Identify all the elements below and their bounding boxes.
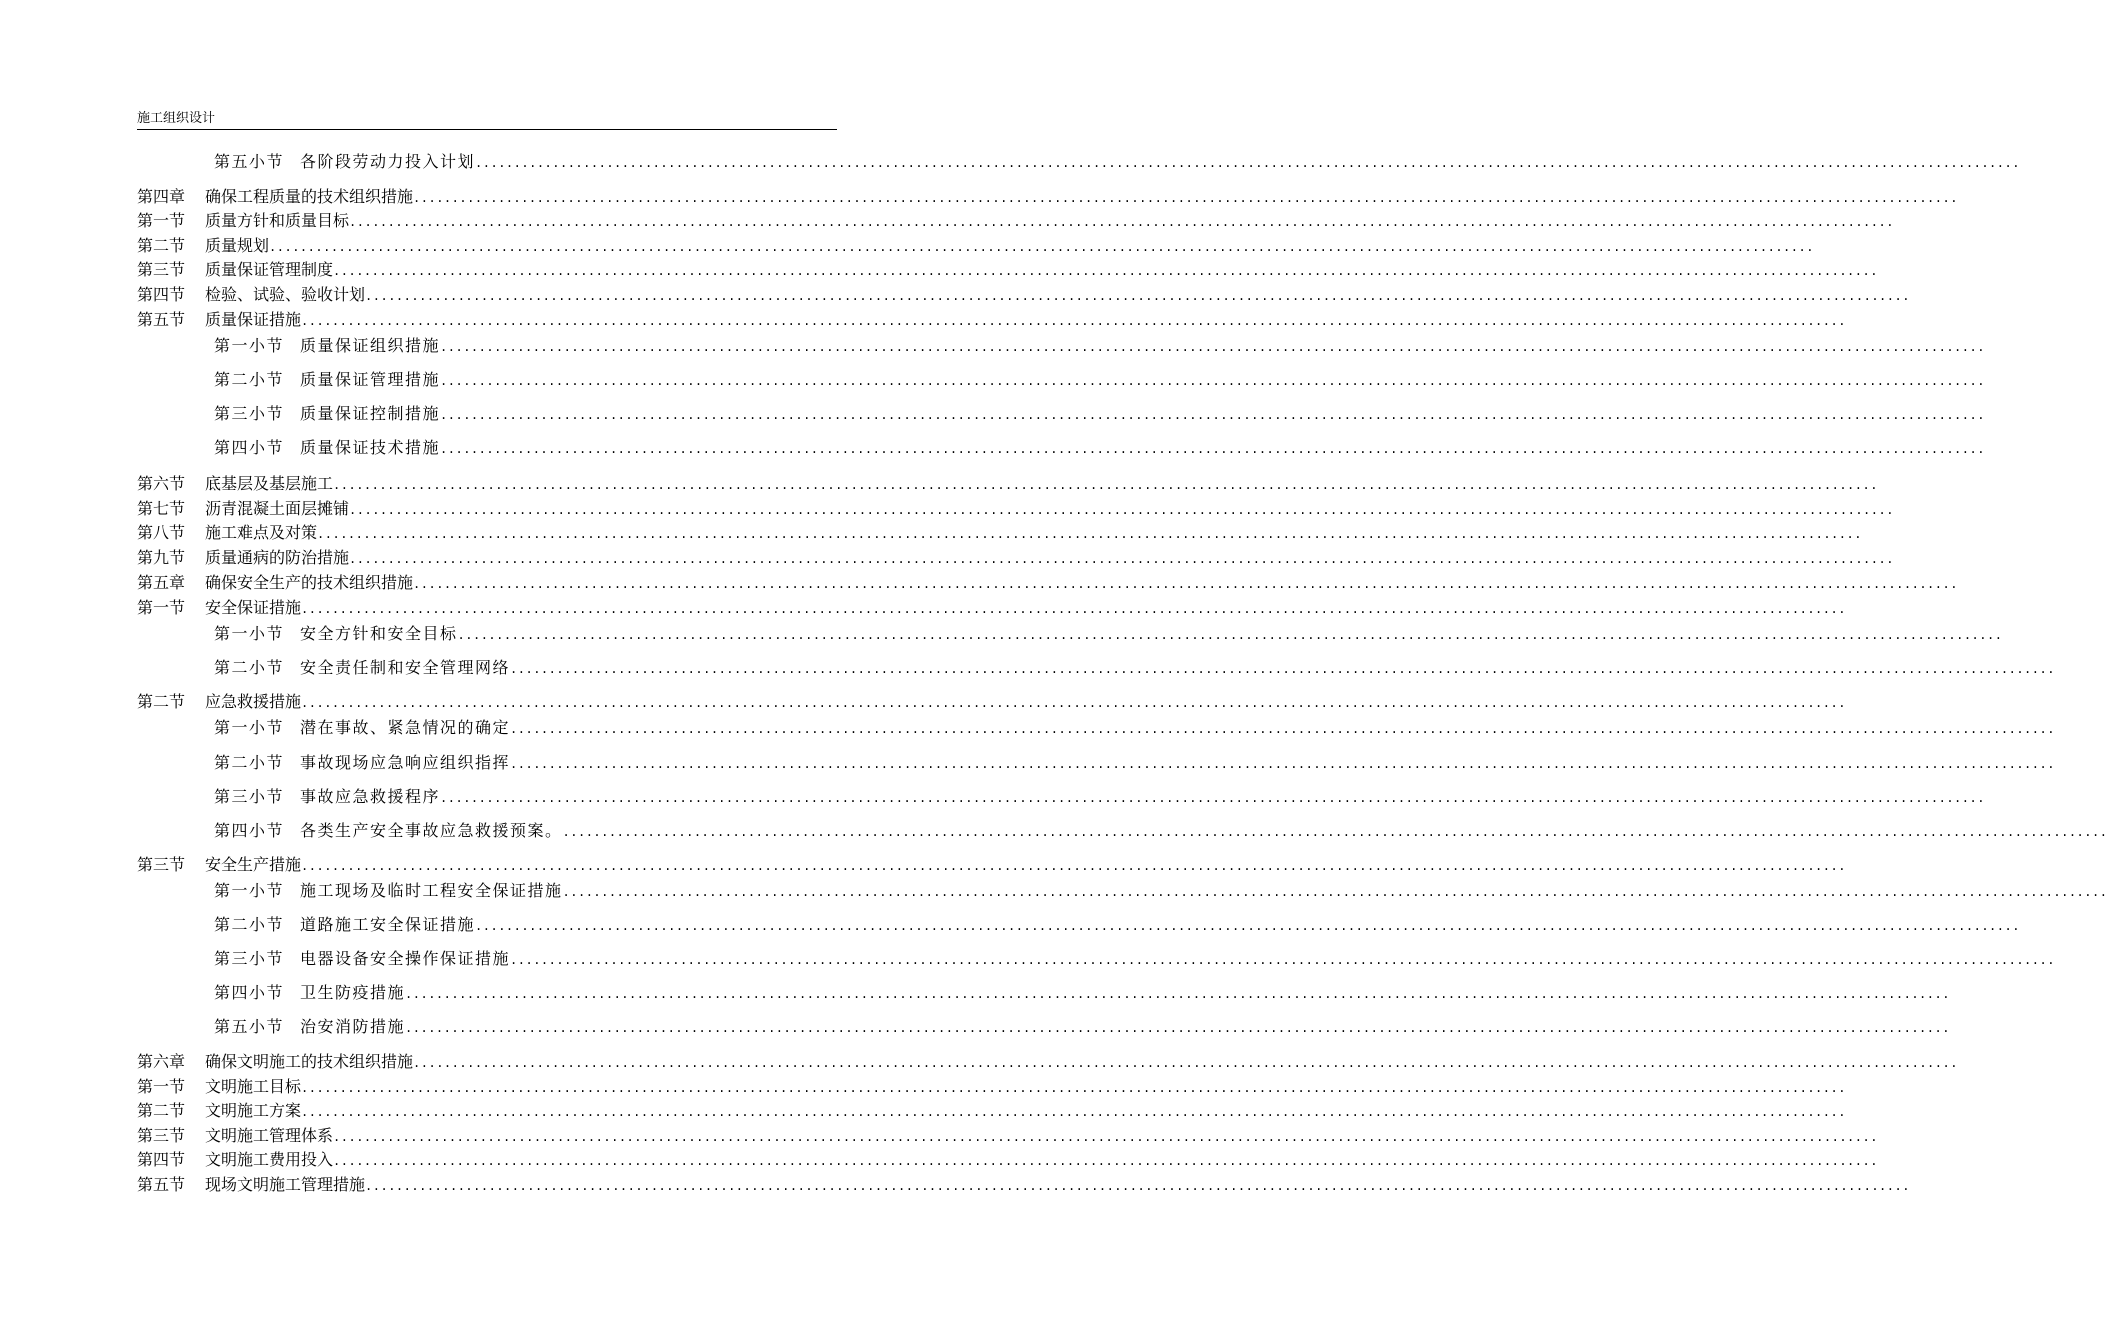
toc-entry-number: 第四章 <box>137 187 186 206</box>
toc-subentry[interactable] <box>214 881 2107 901</box>
toc-subentry[interactable] <box>214 753 2055 773</box>
toc-dot-leader: ........................................................................................................................................................................................................ <box>365 1179 1910 1193</box>
toc-dot-leader: ........................................................................................................................................................................................................ <box>317 527 1862 541</box>
toc-entry-number: 第七节 <box>137 499 186 518</box>
toc-entry-title: 质量规划 <box>205 236 270 255</box>
toc-subentry[interactable] <box>214 821 2107 841</box>
toc-entry-title: 质量保证技术措施 <box>300 438 441 457</box>
toc-entry[interactable] <box>137 285 1910 305</box>
toc-entry[interactable] <box>137 1101 1846 1121</box>
toc-entry-number: 第五小节 <box>214 1017 285 1036</box>
toc-entry-number: 第二节 <box>137 236 186 255</box>
toc-dot-leader: ........................................................................................................................................................................................................ <box>301 859 1846 873</box>
toc-entry-title: 检验、试验、验收计划 <box>205 285 366 304</box>
toc-entry-title: 文明施工目标 <box>205 1077 302 1096</box>
toc-dot-leader: ........................................................................................................................................................................................................ <box>333 264 1878 278</box>
toc-entry-title: 安全责任制和安全管理网络 <box>300 658 511 677</box>
toc-entry-number: 第四小节 <box>214 438 285 457</box>
toc-entry-title: 确保文明施工的技术组织措施 <box>205 1052 414 1071</box>
toc-entry-number: 第三小节 <box>214 404 285 423</box>
toc-entry-number: 第三节 <box>137 855 186 874</box>
toc-subentry[interactable] <box>214 370 1985 390</box>
toc-entry-title: 安全方针和安全目标 <box>300 624 458 643</box>
toc-entry[interactable] <box>137 236 1814 256</box>
toc-dot-leader: ........................................................................................................................................................................................................ <box>510 757 2055 771</box>
toc-subentry[interactable] <box>214 1017 1950 1037</box>
toc-entry-number: 第三节 <box>137 1126 186 1145</box>
toc-entry-number: 第二小节 <box>214 658 285 677</box>
toc-entry-title: 文明施工方案 <box>205 1101 302 1120</box>
toc-entry-number: 第三小节 <box>214 787 285 806</box>
toc-entry-number: 第五节 <box>137 310 186 329</box>
header-title: 施工组织设计 <box>137 111 216 126</box>
toc-entry-number: 第一小节 <box>214 624 285 643</box>
toc-dot-leader: ........................................................................................................................................................................................................ <box>333 478 1878 492</box>
toc-entry-title: 确保工程质量的技术组织措施 <box>205 187 414 206</box>
toc-dot-leader: ........................................................................................................................................................................................................ <box>301 314 1846 328</box>
toc-entry-title: 底基层及基层施工 <box>205 474 334 493</box>
toc-dot-leader: ........................................................................................................................................................................................................ <box>510 722 2055 736</box>
toc-entry-title: 安全保证措施 <box>205 598 302 617</box>
toc-subentry[interactable] <box>214 983 1950 1003</box>
toc-entry-number: 第二小节 <box>214 370 285 389</box>
toc-entry[interactable] <box>137 474 1878 494</box>
toc-dot-leader: ........................................................................................................................................................................................................ <box>349 215 1894 229</box>
toc-entry-title: 潜在事故、紧急情况的确定 <box>300 718 511 737</box>
toc-entry-number: 第一小节 <box>214 881 285 900</box>
toc-entry-title: 质量保证措施 <box>205 310 302 329</box>
toc-entry-title: 质量保证控制措施 <box>300 404 441 423</box>
toc-entry[interactable] <box>137 1052 1958 1072</box>
toc-entry-number: 第六节 <box>137 474 186 493</box>
toc-entry-number: 第五节 <box>137 1175 186 1194</box>
toc-entry-number: 第三小节 <box>214 949 285 968</box>
toc-dot-leader: ........................................................................................................................................................................................................ <box>440 374 1985 388</box>
toc-dot-leader: ........................................................................................................................................................................................................ <box>413 577 1958 591</box>
toc-subentry[interactable] <box>214 915 2020 935</box>
toc-entry-number: 第一小节 <box>214 718 285 737</box>
toc-dot-leader: ........................................................................................................................................................................................................ <box>440 791 1985 805</box>
toc-dot-leader: ........................................................................................................................................................................................................ <box>440 408 1985 422</box>
toc-dot-leader: ........................................................................................................................................................................................................ <box>349 503 1894 517</box>
toc-entry-title: 质量保证管理措施 <box>300 370 441 389</box>
toc-entry-number: 第一节 <box>137 1077 186 1096</box>
toc-entry-number: 第四节 <box>137 285 186 304</box>
toc-dot-leader: ........................................................................................................................................................................................................ <box>413 1056 1958 1070</box>
toc-dot-leader: ........................................................................................................................................................................................................ <box>510 953 2055 967</box>
toc-dot-leader: ........................................................................................................................................................................................................ <box>333 1154 1878 1168</box>
toc-entry-title: 施工现场及临时工程安全保证措施 <box>300 881 563 900</box>
toc-subentry[interactable] <box>214 438 1985 458</box>
toc-entry-title: 电器设备安全操作保证措施 <box>300 949 511 968</box>
toc-entry-title: 道路施工安全保证措施 <box>300 915 476 934</box>
toc-dot-leader: ........................................................................................................................................................................................................ <box>475 919 2020 933</box>
toc-entry-title: 各阶段劳动力投入计划 <box>300 152 476 171</box>
toc-dot-leader: ........................................................................................................................................................................................................ <box>440 442 1985 456</box>
toc-dot-leader: ........................................................................................................................................................................................................ <box>413 191 1958 205</box>
toc-dot-leader: ........................................................................................................................................................................................................ <box>440 340 1985 354</box>
toc-entry[interactable] <box>137 573 1958 593</box>
toc-dot-leader: ........................................................................................................................................................................................................ <box>562 885 2107 899</box>
toc-dot-leader: ........................................................................................................................................................................................................ <box>405 1021 1950 1035</box>
toc-entry-number: 第五章 <box>137 573 186 592</box>
toc-entry-number: 第二节 <box>137 1101 186 1120</box>
toc-entry-title: 事故现场应急响应组织指挥 <box>300 753 511 772</box>
toc-entry-number: 第三节 <box>137 260 186 279</box>
toc-dot-leader: ........................................................................................................................................................................................................ <box>365 289 1910 303</box>
toc-entry-title: 质量保证管理制度 <box>205 260 334 279</box>
toc-entry[interactable] <box>137 692 1846 712</box>
toc-entry-title: 确保安全生产的技术组织措施 <box>205 573 414 592</box>
toc-entry-title: 质量通病的防治措施 <box>205 548 350 567</box>
toc-entry-number: 第一节 <box>137 598 186 617</box>
toc-subentry[interactable] <box>214 949 2055 969</box>
toc-dot-leader: ........................................................................................................................................................................................................ <box>475 156 2020 170</box>
toc-entry-title: 现场文明施工管理措施 <box>205 1175 366 1194</box>
toc-entry-number: 第四节 <box>137 1150 186 1169</box>
toc-subentry[interactable] <box>214 718 2055 738</box>
toc-subentry[interactable] <box>214 336 1985 356</box>
toc-entry-title: 沥青混凝土面层摊铺 <box>205 499 350 518</box>
toc-dot-leader: ........................................................................................................................................................................................................ <box>562 825 2107 839</box>
toc-entry[interactable] <box>137 260 1878 280</box>
toc-entry-number: 第一小节 <box>214 336 285 355</box>
toc-entry-title: 安全生产措施 <box>205 855 302 874</box>
toc-entry-number: 第四小节 <box>214 821 285 840</box>
toc-subentry[interactable] <box>214 787 1985 807</box>
toc-entry-number: 第二小节 <box>214 915 285 934</box>
toc-entry[interactable] <box>137 548 1894 568</box>
toc-entry-number: 第一节 <box>137 211 186 230</box>
toc-entry[interactable] <box>137 855 1846 875</box>
toc-dot-leader: ........................................................................................................................................................................................................ <box>301 602 1846 616</box>
toc-entry-title: 事故应急救援程序 <box>300 787 441 806</box>
toc-entry-title: 应急救援措施 <box>205 692 302 711</box>
toc-entry[interactable] <box>137 499 1894 519</box>
toc-dot-leader: ........................................................................................................................................................................................................ <box>301 696 1846 710</box>
toc-entry-number: 第八节 <box>137 523 186 542</box>
toc-subentry[interactable] <box>214 658 2055 678</box>
toc-entry[interactable] <box>137 211 1894 231</box>
toc-entry[interactable] <box>137 187 1958 207</box>
toc-entry[interactable] <box>137 1150 1878 1170</box>
toc-subentry[interactable] <box>214 152 2020 172</box>
toc-subentry[interactable] <box>214 404 1985 424</box>
toc-entry[interactable] <box>137 1126 1878 1146</box>
toc-entry-title: 施工难点及对策 <box>205 523 318 542</box>
toc-entry[interactable] <box>137 598 1846 618</box>
toc-entry[interactable] <box>137 1077 1846 1097</box>
toc-entry[interactable] <box>137 1175 1910 1195</box>
toc-dot-leader: ........................................................................................................................................................................................................ <box>301 1105 1846 1119</box>
toc-dot-leader: ........................................................................................................................................................................................................ <box>349 552 1894 566</box>
toc-dot-leader: ........................................................................................................................................................................................................ <box>405 987 1950 1001</box>
toc-entry-number: 第二小节 <box>214 753 285 772</box>
toc-entry-title: 文明施工费用投入 <box>205 1150 334 1169</box>
toc-entry-title: 文明施工管理体系 <box>205 1126 334 1145</box>
toc-dot-leader: ........................................................................................................................................................................................................ <box>301 1081 1846 1095</box>
toc-entry-title: 卫生防疫措施 <box>300 983 406 1002</box>
toc-subentry[interactable] <box>214 624 2003 644</box>
toc-entry-title: 各类生产安全事故应急救援预案。 <box>300 821 563 840</box>
toc-entry-number: 第二节 <box>137 692 186 711</box>
toc-entry-title: 治安消防措施 <box>300 1017 406 1036</box>
toc-entry[interactable] <box>137 310 1846 330</box>
toc-entry-title: 质量保证组织措施 <box>300 336 441 355</box>
toc-dot-leader: ........................................................................................................................................................................................................ <box>510 662 2055 676</box>
toc-entry-number: 第九节 <box>137 548 186 567</box>
toc-dot-leader: ........................................................................................................................................................................................................ <box>457 628 2003 642</box>
toc-entry-title: 质量方针和质量目标 <box>205 211 350 230</box>
toc-entry[interactable] <box>137 523 1862 543</box>
toc-entry-number: 第五小节 <box>214 152 285 171</box>
toc-dot-leader: ........................................................................................................................................................................................................ <box>269 240 1814 254</box>
toc-entry-number: 第六章 <box>137 1052 186 1071</box>
toc-entry-number: 第四小节 <box>214 983 285 1002</box>
toc-dot-leader: ........................................................................................................................................................................................................ <box>333 1130 1878 1144</box>
